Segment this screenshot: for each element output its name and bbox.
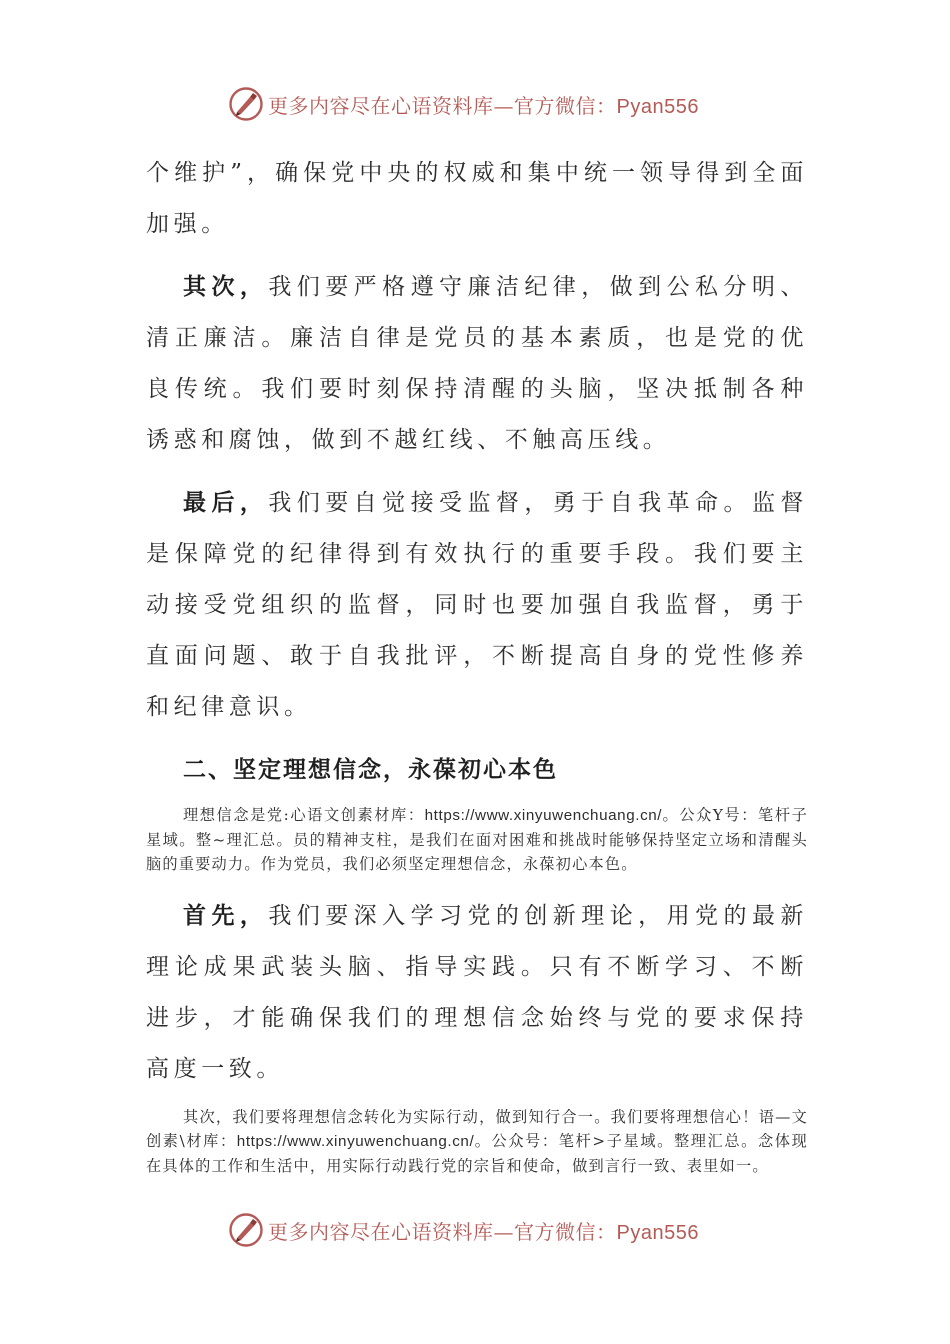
pen-logo-icon [228, 86, 264, 122]
wechat-account: Pyan556 [616, 1221, 699, 1244]
banner-text: 更多内容尽在心语资料库—官方微信：Pyan556 [268, 93, 699, 118]
wechat-account: Pyan556 [616, 95, 699, 118]
paragraph-supervision: 最后，我们要自觉接受监督，勇于自我革命。监督是保障党的纪律得到有效执行的重要手段。我们要主动接受党组织的监督，同时也要加强自我监督，勇于直面问题、敢于自我批评，不断提高自身的党性修养和纪律意识。 [146, 489, 808, 720]
header-banner [228, 84, 748, 124]
paragraph-small-action: 其次，我们要将理想信念转化为实际行动，做到知行合一。我们要将理想信心！语—文创素\材库：https://www.xinyuwenchuang.cn/。公众号：笔杆>子星域。整理汇总。念体现在具体的工作和生活中，用实际行动践行党的宗旨和使命，做到言行一致、表里如一。 [146, 1108, 808, 1175]
paragraph-lead: 其次， [183, 273, 269, 300]
watermark-url: https://www.xinyuwenchuang.cn/ [424, 807, 663, 824]
section-heading: 二、坚定理想信念，永葆初心本色 [183, 756, 558, 783]
pen-logo-icon [228, 1212, 264, 1248]
banner-text: 更多内容尽在心语资料库—官方微信：Pyan556 [268, 1219, 699, 1244]
paragraph-lead: 最后， [183, 489, 269, 516]
paragraph-discipline: 其次，我们要严格遵守廉洁纪律，做到公私分明、清正廉洁。廉洁自律是党员的基本素质，也是党的优良传统。我们要时刻保持清醒的头脑，坚决抵制各种诱惑和腐蚀，做到不越红线、不触高压线。 [146, 273, 808, 453]
paragraph-study: 首先，我们要深入学习党的创新理论，用党的最新理论成果武装头脑、指导实践。只有不断学习、不断进步，才能确保我们的理想信念始终与党的要求保持高度一致。 [146, 902, 808, 1082]
paragraph-lead: 首先， [183, 902, 269, 929]
footer-banner [228, 1210, 748, 1250]
watermark-url: https://www.xinyuwenchuang.cn/ [236, 1133, 475, 1150]
document-body [146, 148, 808, 1178]
paragraph-continued: 个维护”，确保党中央的权威和集中统一领导得到全面加强。 [146, 160, 808, 237]
paragraph-small-ideals: 理想信念是党:心语文创素材库：https://www.xinyuwenchuang.cn/。公众Y号：笔杆子星域。整~理汇总。员的精神支柱，是我们在面对困难和挑战时能够保持坚定立场和清醒头脑的重要动力。作为党员，我们必须坚定理想信念，永葆初心本色。 [146, 806, 808, 873]
